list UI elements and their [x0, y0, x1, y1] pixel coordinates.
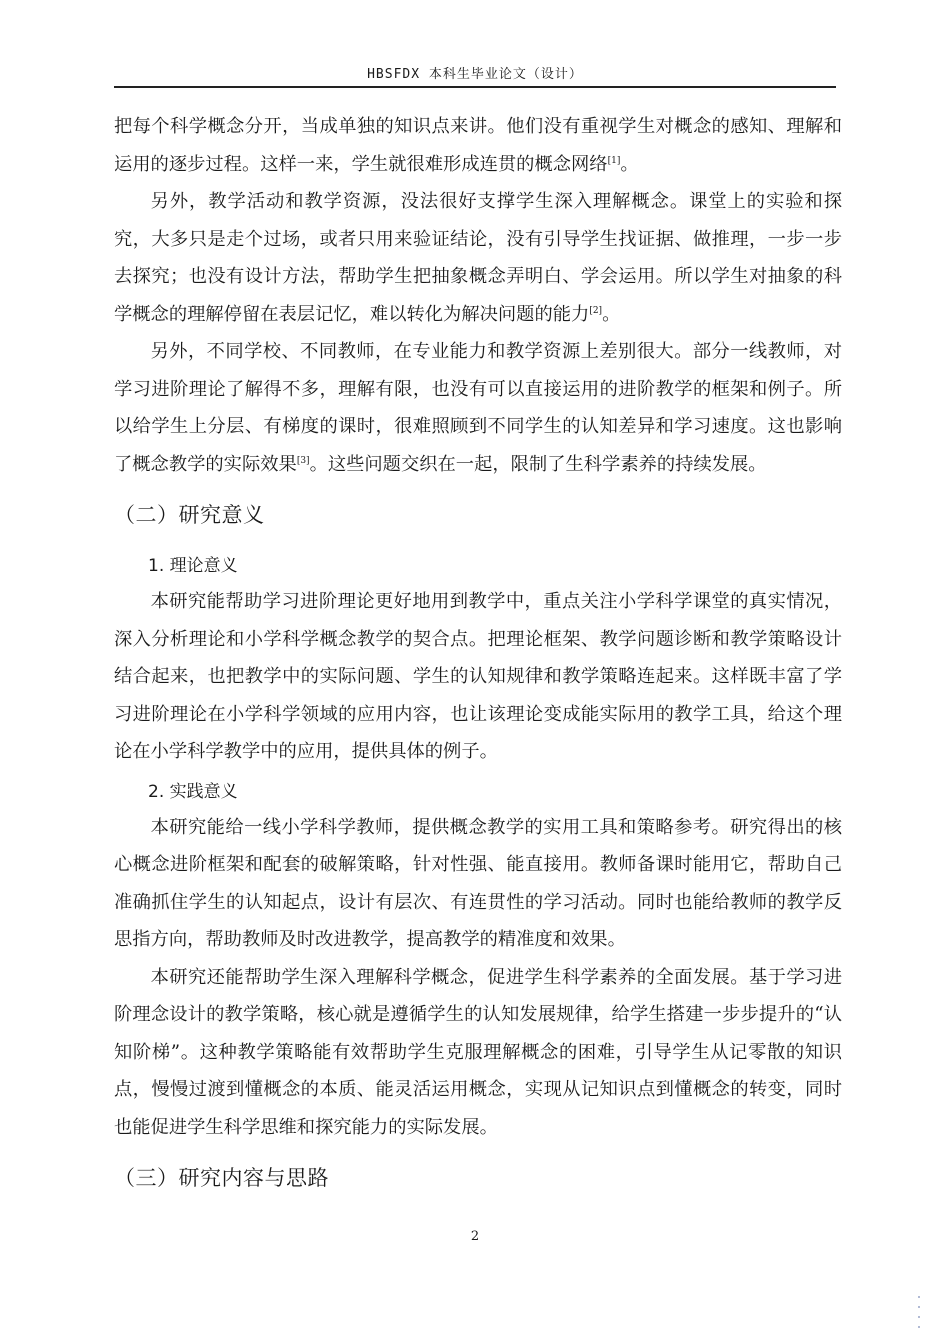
citation-ref: [2]	[589, 305, 603, 316]
paragraph-tail: 。	[620, 153, 639, 175]
paragraph-practice-students: 本研究还能帮助学生深入理解科学概念，促进学生科学素养的全面发展。基于学习进阶理念设计的教学策略，核心就是遵循学生的认知发展规律，给学生搭建一步步提升的“认知阶梯”。这种教学策略能有效帮助学生克服理解概念的困难，引导学生从记零散的知识点，慢慢过渡到懂概念的本质、能灵活运用概念，实现从记知识点到懂概念的转变，同时也能促进学生科学思维和探究能力的实际发展。	[114, 966, 842, 1138]
paragraph-continued	[114, 108, 842, 183]
paragraph-tail: 。	[602, 303, 621, 325]
section-heading-content: （三）研究内容与思路	[114, 1166, 329, 1190]
paragraph-text: 另外，教学活动和教学资源，没法很好支撑学生深入理解概念。课堂上的实验和探究，大多只是走个过场，或者只用来验证结论，没有引导学生找证据、做推理，一步一步去探究；也没有设计方法，帮助学生把抽象概念弄明白、学会运用。所以学生对抽象的科学概念的理解停留在表层记忆，难以转化为解决问题的能力	[114, 191, 842, 325]
citation-ref: [1]	[607, 155, 621, 166]
page-number: 2	[470, 1229, 480, 1244]
paragraph-practice-teachers: 本研究能给一线小学科学教师，提供概念教学的实用工具和策略参考。研究得出的核心概念进阶框架和配套的破解策略，针对性强、能直接用。教师备课时能用它，帮助自己准确抓住学生的认知起点，设计有层次、有连贯性的学习活动。同时也能给教师的教学反思指方向，帮助教师及时改进教学，提高教学的精准度和效果。	[114, 816, 842, 950]
body-content	[114, 108, 842, 1212]
paragraph-text: 另外，不同学校、不同教师，在专业能力和教学资源上差别很大。部分一线教师，对学习进阶理论了解得不多，理解有限，也没有可以直接运用的进阶教学的框架和例子。所以给学生上分层、有梯度的课时，很难照顾到不同学生的认知差异和学习速度。这也影响了概念教学的实际效果	[114, 341, 842, 475]
citation-ref: [3]	[296, 455, 310, 466]
decorative-edge-dots	[918, 1296, 922, 1336]
paragraph-text: 把每个科学概念分开，当成单独的知识点来讲。他们没有重视学生对概念的感知、理解和运用的逐步过程。这样一来，学生就很难形成连贯的概念网络	[114, 116, 842, 175]
paragraph-teaching-resources	[114, 183, 842, 333]
paragraph-tail: 。这些问题交织在一起，限制了生科学素养的持续发展。	[309, 453, 767, 475]
paragraph-school-differences	[114, 333, 842, 483]
running-header: HBSFDX 本科生毕业论文（设计）	[114, 64, 836, 88]
subsection-heading-practice: 2. 实践意义	[148, 781, 238, 802]
subsection-heading-theory: 1. 理论意义	[148, 556, 238, 576]
section-heading-significance: （二）研究意义	[114, 503, 265, 527]
paragraph-theory-significance: 本研究能帮助学习进阶理论更好地用到教学中，重点关注小学科学课堂的真实情况，深入分析理论和小学科学概念教学的契合点。把理论框架、教学问题诊断和教学策略设计结合起来，也把教学中的实际问题、学生的认知规律和教学策略连起来。这样既丰富了学习进阶理论在小学科学领域的应用内容，也让该理论变成能实际用的教学工具，给这个理论在小学科学教学中的应用，提供具体的例子。	[114, 591, 842, 762]
